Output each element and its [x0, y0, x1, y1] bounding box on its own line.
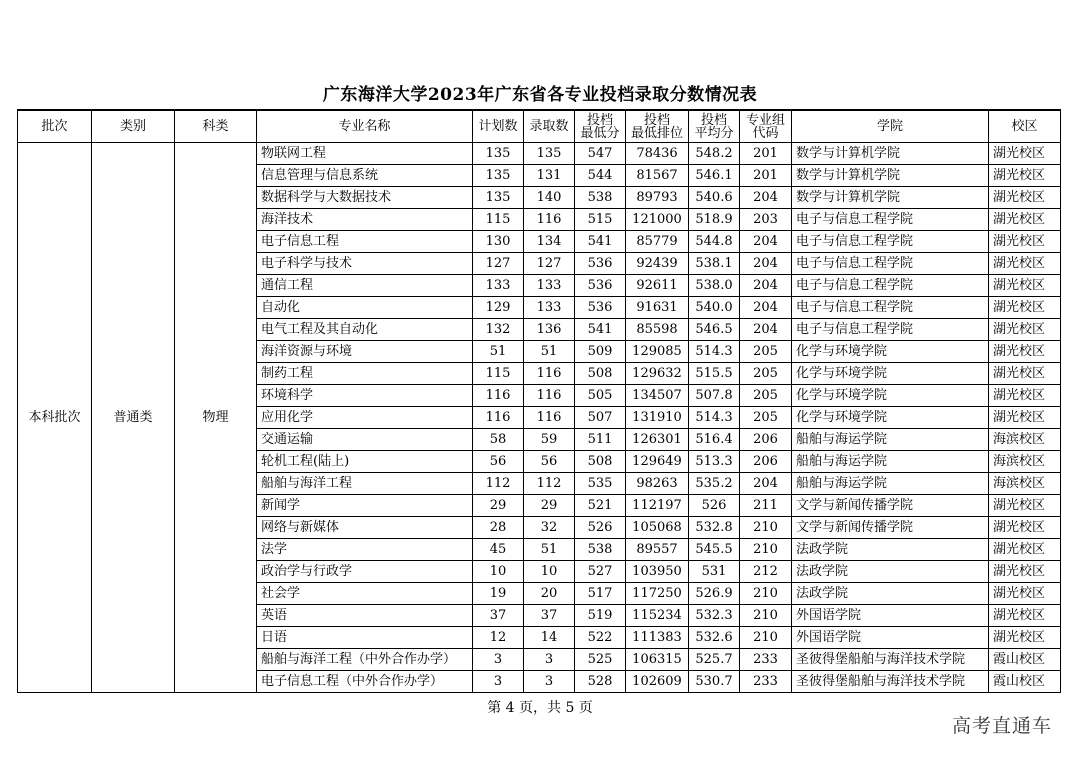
cell-campus: 湖光校区: [989, 297, 1061, 319]
cell-college: 圣彼得堡船舶与海洋技术学院: [792, 671, 989, 693]
cell-campus: 湖光校区: [989, 385, 1061, 407]
cell-min-rank: 106315: [626, 649, 689, 671]
cell-batch: 本科批次: [18, 143, 92, 693]
cell-plan: 127: [473, 253, 524, 275]
cell-admitted: 136: [524, 319, 575, 341]
cell-campus: 霞山校区: [989, 649, 1061, 671]
cell-campus: 海滨校区: [989, 451, 1061, 473]
cell-avg-score: 540.0: [689, 297, 740, 319]
page-title: 广东海洋大学2023年广东省各专业投档录取分数情况表: [322, 85, 758, 105]
cell-avg-score: 513.3: [689, 451, 740, 473]
cell-avg-score: 546.5: [689, 319, 740, 341]
cell-campus: 霞山校区: [989, 671, 1061, 693]
cell-admitted: 3: [524, 649, 575, 671]
cell-college: 圣彼得堡船舶与海洋技术学院: [792, 649, 989, 671]
cell-subject: 物理: [175, 143, 257, 693]
header-subject: 科类: [175, 110, 257, 143]
cell-college: 电子与信息工程学院: [792, 209, 989, 231]
cell-category: 普通类: [92, 143, 175, 693]
cell-plan: 12: [473, 627, 524, 649]
cell-plan: 133: [473, 275, 524, 297]
cell-min-score: 526: [575, 517, 626, 539]
cell-major: 数据科学与大数据技术: [257, 187, 473, 209]
cell-college: 船舶与海运学院: [792, 429, 989, 451]
cell-college: 船舶与海运学院: [792, 473, 989, 495]
cell-min-score: 536: [575, 275, 626, 297]
cell-min-score: 538: [575, 539, 626, 561]
cell-plan: 132: [473, 319, 524, 341]
cell-college: 化学与环境学院: [792, 341, 989, 363]
cell-min-score: 536: [575, 253, 626, 275]
cell-admitted: 135: [524, 143, 575, 165]
cell-college: 法政学院: [792, 539, 989, 561]
cell-campus: 湖光校区: [989, 165, 1061, 187]
cell-group-code: 204: [740, 297, 792, 319]
cell-plan: 115: [473, 209, 524, 231]
cell-college: 电子与信息工程学院: [792, 319, 989, 341]
header-category: 类别: [92, 110, 175, 143]
cell-admitted: 51: [524, 341, 575, 363]
cell-college: 船舶与海运学院: [792, 451, 989, 473]
cell-plan: 135: [473, 187, 524, 209]
cell-major: 网络与新媒体: [257, 517, 473, 539]
cell-group-code: 201: [740, 165, 792, 187]
cell-min-rank: 91631: [626, 297, 689, 319]
cell-group-code: 204: [740, 275, 792, 297]
cell-min-score: 547: [575, 143, 626, 165]
cell-major: 海洋技术: [257, 209, 473, 231]
cell-group-code: 211: [740, 495, 792, 517]
cell-campus: 湖光校区: [989, 583, 1061, 605]
cell-campus: 湖光校区: [989, 341, 1061, 363]
header-plan: 计划数: [473, 110, 524, 143]
cell-major: 日语: [257, 627, 473, 649]
cell-min-score: 541: [575, 319, 626, 341]
cell-admitted: 56: [524, 451, 575, 473]
cell-major: 社会学: [257, 583, 473, 605]
cell-campus: 海滨校区: [989, 429, 1061, 451]
cell-college: 法政学院: [792, 561, 989, 583]
cell-group-code: 204: [740, 187, 792, 209]
cell-college: 化学与环境学院: [792, 407, 989, 429]
cell-min-score: 508: [575, 451, 626, 473]
cell-plan: 115: [473, 363, 524, 385]
cell-group-code: 210: [740, 627, 792, 649]
cell-min-score: 521: [575, 495, 626, 517]
cell-avg-score: 507.8: [689, 385, 740, 407]
cell-min-rank: 105068: [626, 517, 689, 539]
cell-min-rank: 115234: [626, 605, 689, 627]
cell-major: 自动化: [257, 297, 473, 319]
cell-avg-score: 546.1: [689, 165, 740, 187]
cell-min-score: 525: [575, 649, 626, 671]
cell-avg-score: 540.6: [689, 187, 740, 209]
cell-avg-score: 526.9: [689, 583, 740, 605]
cell-admitted: 140: [524, 187, 575, 209]
cell-group-code: 210: [740, 605, 792, 627]
cell-group-code: 233: [740, 671, 792, 693]
cell-avg-score: 531: [689, 561, 740, 583]
cell-min-rank: 85779: [626, 231, 689, 253]
cell-avg-score: 514.3: [689, 341, 740, 363]
cell-college: 文学与新闻传播学院: [792, 517, 989, 539]
cell-avg-score: 515.5: [689, 363, 740, 385]
admission-table: [17, 109, 1061, 693]
cell-avg-score: 525.7: [689, 649, 740, 671]
cell-min-score: 535: [575, 473, 626, 495]
cell-college: 外国语学院: [792, 627, 989, 649]
cell-plan: 19: [473, 583, 524, 605]
cell-min-rank: 103950: [626, 561, 689, 583]
cell-admitted: 32: [524, 517, 575, 539]
cell-min-score: 507: [575, 407, 626, 429]
cell-min-rank: 117250: [626, 583, 689, 605]
cell-campus: 湖光校区: [989, 319, 1061, 341]
cell-major: 环境科学: [257, 385, 473, 407]
cell-college: 电子与信息工程学院: [792, 253, 989, 275]
cell-plan: 3: [473, 649, 524, 671]
cell-group-code: 204: [740, 319, 792, 341]
cell-min-rank: 89793: [626, 187, 689, 209]
cell-plan: 3: [473, 671, 524, 693]
cell-avg-score: 535.2: [689, 473, 740, 495]
cell-min-score: 544: [575, 165, 626, 187]
cell-campus: 湖光校区: [989, 561, 1061, 583]
cell-min-rank: 102609: [626, 671, 689, 693]
cell-admitted: 116: [524, 209, 575, 231]
cell-group-code: 204: [740, 231, 792, 253]
cell-major: 英语: [257, 605, 473, 627]
cell-major: 轮机工程(陆上): [257, 451, 473, 473]
cell-major: 通信工程: [257, 275, 473, 297]
cell-campus: 湖光校区: [989, 627, 1061, 649]
cell-admitted: 116: [524, 363, 575, 385]
cell-min-score: 509: [575, 341, 626, 363]
cell-campus: 湖光校区: [989, 143, 1061, 165]
cell-min-score: 505: [575, 385, 626, 407]
cell-plan: 29: [473, 495, 524, 517]
cell-campus: 湖光校区: [989, 407, 1061, 429]
cell-min-score: 511: [575, 429, 626, 451]
cell-plan: 116: [473, 407, 524, 429]
cell-plan: 56: [473, 451, 524, 473]
cell-campus: 海滨校区: [989, 473, 1061, 495]
cell-admitted: 10: [524, 561, 575, 583]
cell-admitted: 20: [524, 583, 575, 605]
cell-min-score: 522: [575, 627, 626, 649]
cell-min-score: 515: [575, 209, 626, 231]
cell-group-code: 204: [740, 253, 792, 275]
cell-min-rank: 129085: [626, 341, 689, 363]
cell-avg-score: 514.3: [689, 407, 740, 429]
cell-college: 法政学院: [792, 583, 989, 605]
cell-avg-score: 548.2: [689, 143, 740, 165]
cell-min-rank: 126301: [626, 429, 689, 451]
header-group-code: 专业组 代码: [740, 110, 792, 143]
cell-group-code: 205: [740, 341, 792, 363]
header-major: 专业名称: [257, 110, 473, 143]
cell-admitted: 37: [524, 605, 575, 627]
cell-min-rank: 98263: [626, 473, 689, 495]
cell-min-rank: 129649: [626, 451, 689, 473]
cell-min-score: 519: [575, 605, 626, 627]
cell-major: 海洋资源与环境: [257, 341, 473, 363]
cell-major: 政治学与行政学: [257, 561, 473, 583]
cell-plan: 58: [473, 429, 524, 451]
cell-group-code: 205: [740, 363, 792, 385]
cell-min-score: 517: [575, 583, 626, 605]
cell-plan: 135: [473, 143, 524, 165]
cell-min-rank: 112197: [626, 495, 689, 517]
cell-avg-score: 538.1: [689, 253, 740, 275]
cell-plan: 130: [473, 231, 524, 253]
cell-admitted: 116: [524, 385, 575, 407]
cell-campus: 湖光校区: [989, 517, 1061, 539]
cell-plan: 112: [473, 473, 524, 495]
cell-group-code: 233: [740, 649, 792, 671]
cell-min-score: 527: [575, 561, 626, 583]
cell-avg-score: 516.4: [689, 429, 740, 451]
cell-major: 电子科学与技术: [257, 253, 473, 275]
cell-group-code: 210: [740, 583, 792, 605]
cell-admitted: 59: [524, 429, 575, 451]
header-avg-score: 投档 平均分: [689, 110, 740, 143]
cell-group-code: 206: [740, 429, 792, 451]
cell-college: 数学与计算机学院: [792, 143, 989, 165]
cell-group-code: 210: [740, 539, 792, 561]
cell-campus: 湖光校区: [989, 187, 1061, 209]
cell-major: 交通运输: [257, 429, 473, 451]
cell-college: 文学与新闻传播学院: [792, 495, 989, 517]
cell-plan: 45: [473, 539, 524, 561]
cell-major: 应用化学: [257, 407, 473, 429]
cell-campus: 湖光校区: [989, 231, 1061, 253]
cell-plan: 116: [473, 385, 524, 407]
table-header: [18, 110, 1061, 143]
cell-admitted: 131: [524, 165, 575, 187]
cell-plan: 28: [473, 517, 524, 539]
cell-min-score: 528: [575, 671, 626, 693]
cell-min-score: 536: [575, 297, 626, 319]
header-batch: 批次: [18, 110, 92, 143]
cell-min-rank: 92611: [626, 275, 689, 297]
table-row: [18, 143, 1061, 165]
cell-major: 电子信息工程: [257, 231, 473, 253]
cell-admitted: 29: [524, 495, 575, 517]
cell-admitted: 127: [524, 253, 575, 275]
cell-campus: 湖光校区: [989, 209, 1061, 231]
cell-min-rank: 85598: [626, 319, 689, 341]
cell-campus: 湖光校区: [989, 605, 1061, 627]
cell-college: 电子与信息工程学院: [792, 231, 989, 253]
cell-avg-score: 532.6: [689, 627, 740, 649]
cell-college: 化学与环境学院: [792, 363, 989, 385]
cell-min-score: 538: [575, 187, 626, 209]
cell-group-code: 205: [740, 385, 792, 407]
cell-admitted: 112: [524, 473, 575, 495]
cell-min-rank: 129632: [626, 363, 689, 385]
cell-campus: 湖光校区: [989, 275, 1061, 297]
cell-campus: 湖光校区: [989, 539, 1061, 561]
cell-major: 电气工程及其自动化: [257, 319, 473, 341]
cell-major: 船舶与海洋工程: [257, 473, 473, 495]
cell-min-rank: 89557: [626, 539, 689, 561]
cell-min-score: 508: [575, 363, 626, 385]
cell-admitted: 51: [524, 539, 575, 561]
cell-plan: 129: [473, 297, 524, 319]
cell-group-code: 203: [740, 209, 792, 231]
cell-plan: 10: [473, 561, 524, 583]
cell-major: 电子信息工程（中外合作办学）: [257, 671, 473, 693]
cell-avg-score: 538.0: [689, 275, 740, 297]
header-min-score: 投档 最低分: [575, 110, 626, 143]
cell-min-rank: 111383: [626, 627, 689, 649]
header-college: 学院: [792, 110, 989, 143]
cell-min-rank: 78436: [626, 143, 689, 165]
cell-admitted: 134: [524, 231, 575, 253]
header-admitted: 录取数: [524, 110, 575, 143]
cell-min-score: 541: [575, 231, 626, 253]
cell-min-rank: 131910: [626, 407, 689, 429]
cell-campus: 湖光校区: [989, 363, 1061, 385]
cell-admitted: 133: [524, 297, 575, 319]
cell-major: 信息管理与信息系统: [257, 165, 473, 187]
cell-plan: 51: [473, 341, 524, 363]
watermark: 高考直通车: [951, 715, 1052, 737]
cell-college: 化学与环境学院: [792, 385, 989, 407]
cell-college: 数学与计算机学院: [792, 187, 989, 209]
cell-major: 法学: [257, 539, 473, 561]
cell-avg-score: 518.9: [689, 209, 740, 231]
cell-avg-score: 532.8: [689, 517, 740, 539]
cell-avg-score: 526: [689, 495, 740, 517]
cell-major: 制药工程: [257, 363, 473, 385]
cell-admitted: 14: [524, 627, 575, 649]
cell-min-rank: 121000: [626, 209, 689, 231]
cell-group-code: 205: [740, 407, 792, 429]
cell-plan: 135: [473, 165, 524, 187]
page-footer: 第 4 页，共 5 页: [487, 700, 593, 716]
cell-min-rank: 92439: [626, 253, 689, 275]
cell-admitted: 133: [524, 275, 575, 297]
table-body: [18, 143, 1061, 693]
cell-plan: 37: [473, 605, 524, 627]
cell-avg-score: 544.8: [689, 231, 740, 253]
cell-admitted: 3: [524, 671, 575, 693]
cell-college: 数学与计算机学院: [792, 165, 989, 187]
cell-campus: 湖光校区: [989, 253, 1061, 275]
cell-admitted: 116: [524, 407, 575, 429]
cell-college: 外国语学院: [792, 605, 989, 627]
cell-min-rank: 81567: [626, 165, 689, 187]
cell-group-code: 201: [740, 143, 792, 165]
cell-group-code: 210: [740, 517, 792, 539]
cell-college: 电子与信息工程学院: [792, 275, 989, 297]
cell-group-code: 212: [740, 561, 792, 583]
header-campus: 校区: [989, 110, 1061, 143]
cell-major: 船舶与海洋工程（中外合作办学）: [257, 649, 473, 671]
header-min-rank: 投档 最低排位: [626, 110, 689, 143]
cell-campus: 湖光校区: [989, 495, 1061, 517]
cell-avg-score: 530.7: [689, 671, 740, 693]
cell-avg-score: 545.5: [689, 539, 740, 561]
cell-min-rank: 134507: [626, 385, 689, 407]
cell-major: 物联网工程: [257, 143, 473, 165]
cell-group-code: 206: [740, 451, 792, 473]
cell-major: 新闻学: [257, 495, 473, 517]
cell-group-code: 204: [740, 473, 792, 495]
cell-avg-score: 532.3: [689, 605, 740, 627]
cell-college: 电子与信息工程学院: [792, 297, 989, 319]
